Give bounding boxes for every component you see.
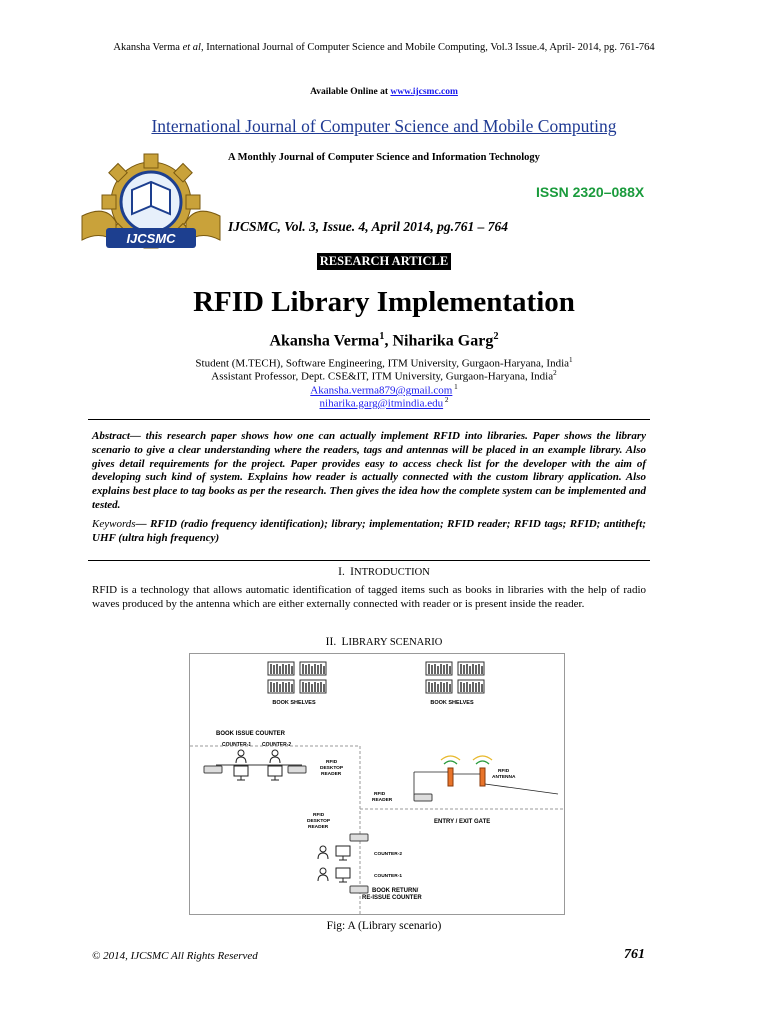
email-2-link[interactable]: niharika.garg@itmindia.edu: [319, 397, 444, 410]
section-1-title: NTRODUCTION: [353, 567, 430, 578]
affiliation-1: [0, 356, 768, 370]
divider-bottom: [88, 560, 650, 561]
footer-copyright: © 2014, IJCSMC All Rights Reserved: [92, 950, 258, 962]
issn: ISSN 2320–088X: [536, 184, 645, 200]
rfid-antenna-label: RFID ANTENNA: [492, 769, 516, 780]
journal-title[interactable]: International Journal of Computer Science and Mobile Computing: [151, 116, 617, 136]
author-2: Niharika Garg: [392, 332, 494, 350]
section-2-title: IBRARY SCENARIO: [348, 637, 443, 648]
email-2-row: [0, 396, 768, 410]
journal-website-link[interactable]: www.ijcsmc.com: [390, 87, 458, 97]
keywords-dash: —: [135, 518, 147, 530]
abstract-label: Abstract—: [92, 430, 141, 442]
keywords-label: Keywords: [92, 518, 136, 530]
counter-2-label: COUNTER-2: [262, 742, 292, 748]
section-2-initial: L: [341, 636, 349, 648]
article-type-badge: RESEARCH ARTICLE: [317, 253, 451, 270]
gate-label: ENTRY / EXIT GATE: [434, 819, 491, 825]
article-type-row: [0, 252, 768, 270]
library-scenario-figure: [189, 653, 565, 915]
shelves-right-label: BOOK SHELVES: [430, 700, 474, 706]
running-header-authors: Akansha Verma: [113, 42, 183, 53]
author-separator: ,: [384, 332, 393, 350]
section-2-number: II.: [325, 636, 337, 648]
running-header-citation: , International Journal of Computer Science and Mobile Computing, Vol.3 Issue.4, April- 2014, pg. 761-764: [200, 42, 655, 53]
authors: [0, 331, 768, 350]
author-1-sup: 1: [379, 331, 385, 342]
shelves-left-label: BOOK SHELVES: [272, 700, 316, 706]
issue-counter-label: BOOK ISSUE COUNTER: [216, 731, 286, 737]
divider-top: [88, 419, 650, 420]
introduction-paragraph: RFID is a technology that allows automatic identification of tagged items such as books in libraries with the help of radio waves produced by the antenna which are either externally connected with reader or is present inside the reader.: [92, 584, 646, 610]
author-2-sup: 2: [493, 331, 499, 342]
figure-caption: Fig: A (Library scenario): [326, 920, 442, 932]
footer-page-number: 761: [624, 947, 645, 962]
affiliation-1-sup: 1: [569, 356, 573, 364]
affiliation-2-sup: 2: [553, 369, 557, 377]
journal-subtitle: A Monthly Journal of Computer Science and Information Technology: [228, 152, 540, 163]
lower-counter-2-label: COUNTER-2: [374, 852, 402, 857]
keywords: [92, 518, 646, 546]
keywords-text: RFID (radio frequency identification); library; implementation; RFID reader; RFID tags; RFID; antitheft; UHF (ultra high frequency): [92, 518, 646, 544]
email-1-row: [0, 383, 768, 397]
counter-1-label: COUNTER-1: [222, 742, 252, 748]
email-1-link[interactable]: Akansha.verma879@gmail.com: [310, 384, 453, 397]
paper-title: RFID Library Implementation: [193, 286, 575, 318]
section-heading-introduction: [0, 566, 768, 578]
running-header-etal: et al: [182, 42, 201, 53]
abstract-text: this research paper shows how one can actually implement RFID into libraries. Paper shows the library scenario to give a clear understanding where the readers, tags and antennas will be placed in an example library. Also gives detail requirements for the project. Paper provides easy to access check list for the developer with the aim of developing such kind of system. Explains how reader is actually connected with the custom library application. Also explains best place to tag books as per the research. Then gives the idea how the complete system can be implemented and tested.: [92, 430, 646, 511]
affiliation-2: [0, 369, 768, 383]
logo-text: IJCSMC: [126, 231, 176, 246]
author-1: Akansha Verma: [269, 332, 380, 350]
available-online: [0, 87, 768, 97]
running-header: [0, 42, 768, 53]
section-1-initial: I: [350, 566, 354, 578]
rfid-reader-label: RFID READER: [372, 792, 393, 803]
volume-issue: IJCSMC, Vol. 3, Issue. 4, April 2014, pg.761 – 764: [228, 219, 509, 234]
section-1-number: I.: [338, 566, 345, 578]
available-online-label: Available Online at: [310, 87, 391, 97]
journal-logo: [76, 144, 226, 266]
issue-counter-equipment-icon: [204, 750, 306, 780]
email-1-sup: 1: [452, 383, 458, 391]
return-counter-label: BOOK RETURN/ RE-ISSUE COUNTER: [362, 888, 422, 901]
affiliation-2-text: Assistant Professor, Dept. CSE&IT, ITM University, Gurgaon-Haryana, India: [211, 370, 554, 383]
shelves-left-icon: [268, 662, 326, 693]
desktop-reader-top-label: RFID DESKTOP READER: [320, 760, 344, 777]
abstract: [92, 430, 646, 513]
desktop-reader-bottom-label: RFID DESKTOP READER: [307, 813, 331, 830]
lower-counter-1-label: COUNTER-1: [374, 874, 402, 879]
section-heading-library-scenario: [0, 636, 768, 648]
shelves-right-icon: [426, 662, 484, 693]
affiliation-1-text: Student (M.TECH), Software Engineering, ITM University, Gurgaon-Haryana, India: [195, 357, 570, 370]
rfid-gate-icon: [414, 756, 558, 801]
email-2-sup: 2: [443, 396, 449, 404]
